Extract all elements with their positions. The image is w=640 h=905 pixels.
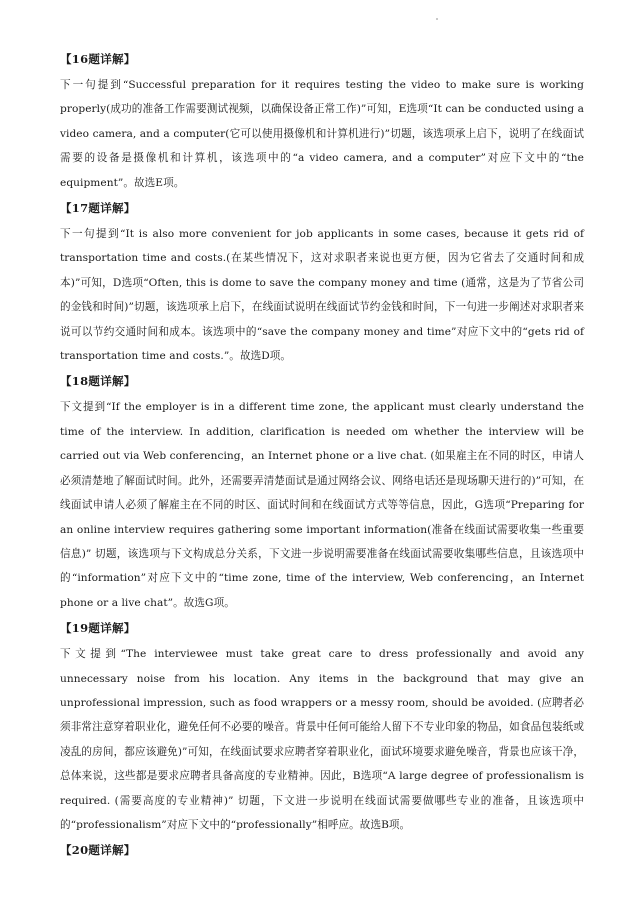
section-heading: 【17题详解】 (60, 201, 136, 216)
section-18 (60, 372, 584, 615)
section-heading: 【20题详解】 (60, 843, 136, 858)
section-body: 下文提到“If the employer is in a different time zone, the applicant must clearly understand the time of the interview. In addition, clarification is needed om whether the interview will be carried out via Web conferencing，an Internet phone or a live chat. (如果雇主在不同的时区，申请人必须清楚地了解面试时间。此外，还需要弄清楚面试是通过网络会议、网络电话还是现场聊天进行的)”可知，在线面试申请人必须了解雇主在不同的时区、面试时间和在线面试方式等等信息，因此，G选项“Preparing for an online interview requires gathering some important information(准备在线面试需要收集一些重要信息)” 切题，该选项与下文构成总分关系，下文进一步说明需要准备在线面试需要收集哪些信息，且该选项中的“information”对应下文中的“time zone, time of the interview, Web conferencing，an Internet phone or a live chat”。故选G项。 (60, 401, 584, 609)
scan-speck (436, 18, 438, 20)
section-heading: 【18题详解】 (60, 374, 136, 389)
section-17 (60, 199, 584, 368)
section-body: 下一句提到“Successful preparation for it requires testing the video to make sure is working properly(成功的准备工作需要测试视频，以确保设备正常工作)”可知，E选项“It can be conducted using a video camera, and a computer(它可以使用摄像机和计算机进行)”切题，该选项承上启下，说明了在线面试需要的设备是摄像机和计算机，该选项中的“a video camera, and a computer”对应下文中的“the equipment”。故选E项。 (60, 79, 584, 189)
section-body: 下一句提到“It is also more convenient for job applicants in some cases, because it gets rid of transportation time and costs.(在某些情况下，这对求职者来说也更方便，因为它省去了交通时间和成本)”可知，D选项“Often, this is dome to save the company money and time (通常，这是为了节省公司的金钱和时间)”切题，该选项承上启下，在线面试说明在线面试节约金钱和时间，下一句进一步阐述对求职者来说可以节约交通时间和成本。该选项中的“save the company money and time”对应下文中的“gets rid of transportation time and costs.”。故选D项。 (60, 228, 584, 363)
section-heading: 【19题详解】 (60, 621, 136, 636)
section-20 (60, 841, 584, 860)
section-19 (60, 619, 584, 837)
answer-explanations (60, 50, 584, 864)
section-body: 下文提到“The interviewee must take great care to dress professionally and avoid any unnecessary noise from his location. Any items in the background that may give an unprofessional impression, such as food wrappers or a messy room, should be avoided. (应聘者必须非常注意穿着职业化，避免任何不必要的噪音。背景中任何可能给人留下不专业印象的物品，如食品包装纸或凌乱的房间，都应该避免)”可知，在线面试要求应聘者穿着职业化，面试环境要求避免噪音，背景也应该干净，总体来说，这些都是要求应聘者具备高度的专业精神。因此，B选项“A large degree of professionalism is required. (需要高度的专业精神)” 切题，下文进一步说明在线面试需要做哪些专业的准备，且该选项中的“professionalism”对应下文中的“professionally”相呼应。故选B项。 (60, 648, 584, 831)
section-heading: 【16题详解】 (60, 52, 136, 66)
section-16 (60, 50, 584, 195)
